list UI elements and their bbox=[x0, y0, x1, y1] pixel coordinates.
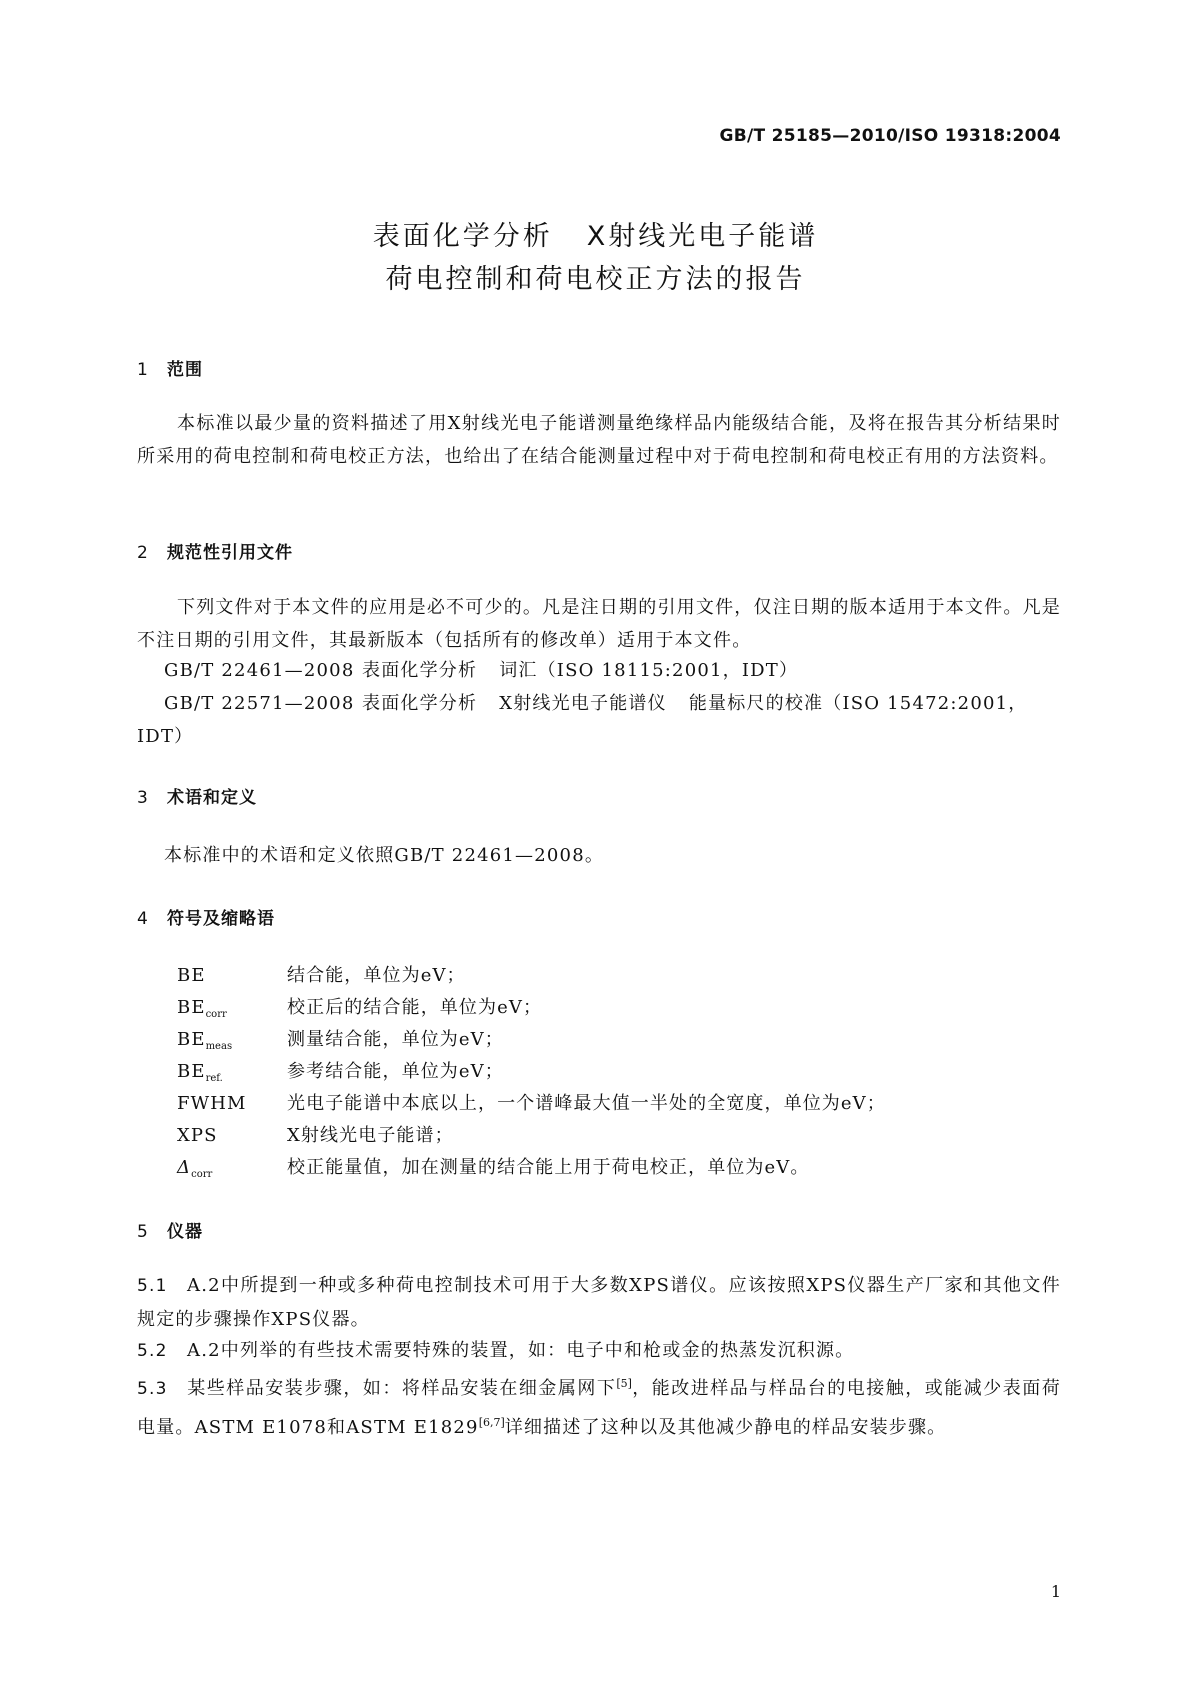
clause-number: 5.2 bbox=[137, 1341, 168, 1361]
section-2-body: 下列文件对于本文件的应用是必不可少的。凡是注日期的引用文件，仅注日期的版本适用于本文件。凡是不注日期的引用文件，其最新版本（包括所有的修改单）适用于本文件。 bbox=[137, 597, 1061, 651]
clause-number: 5.1 bbox=[137, 1276, 168, 1296]
section-1-heading bbox=[137, 355, 203, 380]
section-title: 术语和定义 bbox=[167, 788, 257, 808]
symbol: $BE_{meas}$ bbox=[177, 1029, 233, 1052]
symbol-row bbox=[177, 1089, 886, 1116]
citation: [6,7] bbox=[478, 1416, 505, 1429]
title-part-a: 表面化学分析 bbox=[372, 221, 553, 252]
section-number: 5 bbox=[137, 1222, 149, 1242]
citation: [5] bbox=[616, 1377, 632, 1390]
section-5-heading bbox=[137, 1217, 203, 1242]
section-number: 3 bbox=[137, 788, 149, 808]
clause-text: A.2中所提到一种或多种荷电控制技术可用于大多数XPS谱仪。应该按照XPS仪器生产厂家和其他文件规定的步骤操作XPS仪器。 bbox=[137, 1275, 1061, 1330]
clause-text: A.2中列举的有些技术需要特殊的装置，如：电子中和枪或金的热蒸发沉积源。 bbox=[187, 1340, 855, 1361]
symbol-row bbox=[177, 1153, 809, 1180]
clause-5-2 bbox=[137, 1334, 1061, 1368]
reference-subtitle: X射线光电子能谱仪 bbox=[499, 693, 667, 714]
section-2-heading bbox=[137, 538, 293, 563]
symbol-row bbox=[177, 993, 542, 1020]
reference-code: GB/T 22461—2008 bbox=[164, 660, 355, 681]
symbol-row bbox=[177, 1025, 504, 1052]
symbol-description: 参考结合能，单位为eV； bbox=[287, 1061, 504, 1082]
title-part-b: X射线光电子能谱 bbox=[586, 221, 819, 252]
section-1-body: 本标准以最少量的资料描述了用X射线光电子能谱测量绝缘样品内能级结合能，及将在报告其分析结果时所采用的荷电控制和荷电校正方法，也给出了在结合能测量过程中对于荷电控制和荷电校正有用的方法资料。 bbox=[137, 413, 1061, 467]
symbol: XPS bbox=[177, 1125, 218, 1146]
section-4-heading bbox=[137, 904, 275, 929]
clause-5-1 bbox=[137, 1269, 1061, 1336]
symbol-description: 测量结合能，单位为eV； bbox=[287, 1029, 504, 1050]
section-number: 4 bbox=[137, 909, 149, 929]
reference-title: 表面化学分析 bbox=[362, 693, 478, 714]
clause-text: 详细描述了这种以及其他减少静电的样品安装步骤。 bbox=[504, 1417, 947, 1438]
section-3-body: 本标准中的术语和定义依照GB/T 22461—2008。 bbox=[164, 845, 605, 866]
reference-code: GB/T 22571—2008 bbox=[164, 693, 355, 714]
section-title: 规范性引用文件 bbox=[167, 543, 293, 563]
section-number: 2 bbox=[137, 543, 149, 563]
reference-subtitle: 词汇（ISO 18115:2001，IDT） bbox=[499, 660, 799, 681]
symbol-description: X射线光电子能谱； bbox=[287, 1125, 454, 1146]
section-number: 1 bbox=[137, 360, 149, 380]
reference-extra: 能量标尺的校准（ISO 15472:2001， bbox=[688, 693, 1028, 714]
document-title-line-1 bbox=[0, 214, 1191, 253]
clause-text: 某些样品安装步骤，如：将样品安装在细金属网下 bbox=[187, 1378, 617, 1399]
reference-item bbox=[164, 689, 1027, 715]
reference-continuation: IDT） bbox=[137, 726, 194, 747]
clause-5-3 bbox=[137, 1367, 1061, 1444]
reference-item bbox=[164, 656, 798, 682]
symbol-description: 校正能量值，加在测量的结合能上用于荷电校正，单位为eV。 bbox=[287, 1157, 810, 1178]
standard-number: GB/T 25185—2010/ISO 19318:2004 bbox=[719, 126, 1061, 146]
reference-title: 表面化学分析 bbox=[362, 660, 478, 681]
clause-text: ，能改进样品与样品台的电接触，或能减少表面荷电量。ASTM E1078和ASTM E1829 bbox=[137, 1378, 1061, 1438]
symbol-description: 光电子能谱中本底以上，一个谱峰最大值一半处的全宽度，单位为eV； bbox=[287, 1093, 886, 1114]
symbol: $BE_{corr}$ bbox=[177, 997, 227, 1020]
symbol-description: 校正后的结合能，单位为eV； bbox=[287, 997, 543, 1018]
section-title: 仪器 bbox=[167, 1222, 203, 1242]
symbol-description: 结合能，单位为eV； bbox=[287, 965, 466, 986]
symbol: BE bbox=[177, 965, 206, 986]
clause-number: 5.3 bbox=[137, 1379, 168, 1399]
symbol: $\Delta_{corr}$ bbox=[177, 1157, 213, 1180]
symbol-row bbox=[177, 1121, 454, 1148]
section-title: 范围 bbox=[167, 360, 203, 380]
symbol-row bbox=[177, 1057, 504, 1084]
document-title-line-2: 荷电控制和荷电校正方法的报告 bbox=[385, 264, 806, 295]
symbol-row bbox=[177, 961, 466, 988]
page-number: 1 bbox=[1050, 1582, 1061, 1601]
section-3-heading bbox=[137, 783, 257, 808]
symbol: $BE_{ref.}$ bbox=[177, 1061, 223, 1084]
section-title: 符号及缩略语 bbox=[167, 909, 275, 929]
symbol: FWHM bbox=[177, 1093, 247, 1114]
